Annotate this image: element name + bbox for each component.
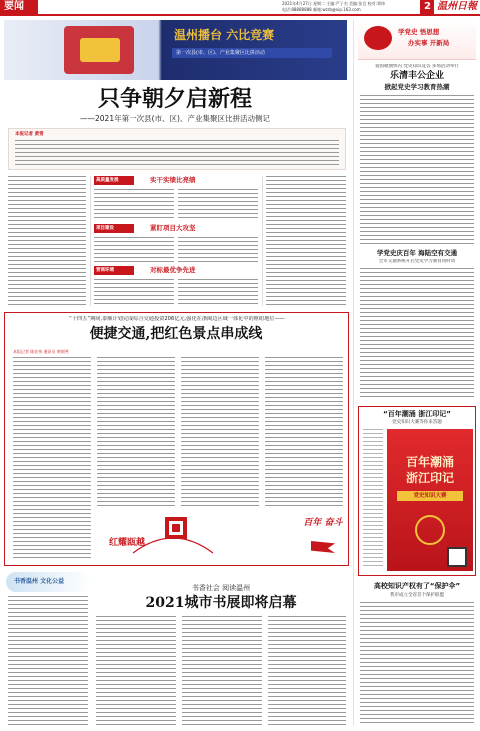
intro-text (15, 140, 339, 168)
books-col-2 (96, 616, 176, 726)
phone-line: 电话:88888888 邮箱:wzrb@vip.163.com (282, 7, 361, 12)
lead-col-1 (8, 176, 86, 308)
book-column-logo (6, 572, 92, 592)
section-label: 要闻 (4, 1, 24, 12)
lead-col-4 (266, 176, 346, 308)
feature-byline: 本报记者 陈宏伟 通讯员 黄细笑 (13, 349, 69, 354)
feature-col-4 (265, 357, 343, 507)
quiz-box-sub: 党史知识大赛等你来答题 (392, 420, 442, 425)
lead-headline: 只争朝夕启新程 (97, 86, 252, 112)
banner-subtitle: 第一次县(市、区)、产业集聚区比拼活动 (176, 50, 265, 56)
section-label-2-text: 项目建设 (96, 226, 114, 231)
books-headline: 2021城市书展即将启幕 (145, 595, 297, 611)
story1-headline: 乐清丰公企业 (389, 71, 444, 81)
story3-subhead: 我市成立全省首个保护联盟 (390, 593, 444, 598)
section-3-text-a (94, 279, 174, 307)
seal-graphic (103, 513, 243, 559)
feature-frame (4, 312, 349, 566)
story2-text (360, 268, 474, 400)
books-kicker: 书香社会 阅读温州 (191, 584, 251, 592)
story1-text (360, 95, 474, 245)
seal-text: 红耀瓯越 (109, 538, 146, 548)
party-centenary-icon (364, 26, 392, 50)
books-col-1 (8, 596, 88, 726)
stamp-badge (303, 513, 343, 557)
section-1-text-a (94, 189, 174, 221)
section-label-1-text: 高质量发展 (96, 178, 119, 183)
qr-code-icon (447, 547, 467, 567)
section-title-3: 对标最优争先进 (150, 266, 196, 274)
competition-banner (4, 20, 347, 80)
intro-box (8, 128, 346, 170)
byline: 本报记者 黄雪 (15, 132, 44, 137)
book-column-label: 书香温州 文化公益 (14, 578, 65, 585)
story3-text (360, 602, 474, 726)
feature-col-2 (97, 357, 175, 507)
page-number: 2 (424, 1, 431, 12)
banner-year-graphic-gold (80, 38, 120, 62)
poster-line-1: 百年潮涌 (405, 455, 454, 469)
party-emblem-icon (415, 515, 445, 545)
section-title-2: 紧盯项目大攻坚 (150, 224, 196, 232)
poster-line-2: 浙江印记 (405, 471, 454, 485)
section-2-text-b (178, 237, 258, 263)
quiz-box (358, 406, 476, 576)
section-label-3-text: 营商环境 (96, 268, 114, 273)
banner-title: 温州播台 六比竞赛 (174, 28, 275, 42)
section-2-text-a (94, 237, 174, 263)
feature-col-1 (13, 357, 91, 561)
stamp-flag-icon (311, 541, 335, 553)
quiz-box-title: “百年潮涌 浙江印记” (383, 410, 451, 418)
newspaper-logo: 温州日報 (437, 1, 477, 12)
date-line: 2021年4月27日 星期二 主编:严子杰 美编:张宜 校对:郑炜 (282, 1, 385, 6)
story1-subhead: 掀起党史学习教育热潮 (384, 83, 450, 91)
section-title-1: 实干实绩比亮绩 (150, 176, 196, 184)
feature-headline: 便捷交通,把红色景点串成线 (89, 326, 263, 342)
story2-subhead: 全市交通系统开启党史学习教育同时动 (378, 259, 456, 264)
quiz-box-text (363, 429, 383, 569)
books-col-4 (268, 616, 346, 726)
promo-line-2: 办实事 开新局 (408, 39, 450, 47)
masthead (0, 0, 480, 16)
story2-headline: 学党史庆百年 海陆空有交通 (376, 249, 458, 257)
lead-subhead: ——2021年第一次县(市、区)、产业集聚区比拼活动侧记 (80, 114, 270, 123)
poster-line-3: 党史知识大赛 (413, 493, 447, 499)
books-col-3 (182, 616, 262, 726)
promo-line-1: 学党史 悟思想 (398, 28, 440, 36)
section-1-text-b (178, 189, 258, 221)
quiz-poster (387, 429, 473, 571)
section-3-text-b (178, 279, 258, 307)
seal-logo (103, 513, 243, 559)
stamp-text: 百年 奋斗 (303, 518, 343, 528)
story3-headline: 高校知识产权有了“保护伞” (373, 582, 461, 590)
promo-banner (358, 20, 476, 60)
story1-kicker: 爱国歌曲快闪 党史知识竞答 多场活动举行 (375, 64, 459, 69)
feature-kicker: “十四五”期间,泰顺计划完成综合交通投资206亿元,强化在浙闽边区域一体化中的枢纽地位—— (69, 316, 285, 322)
feature-col-3 (181, 357, 259, 507)
